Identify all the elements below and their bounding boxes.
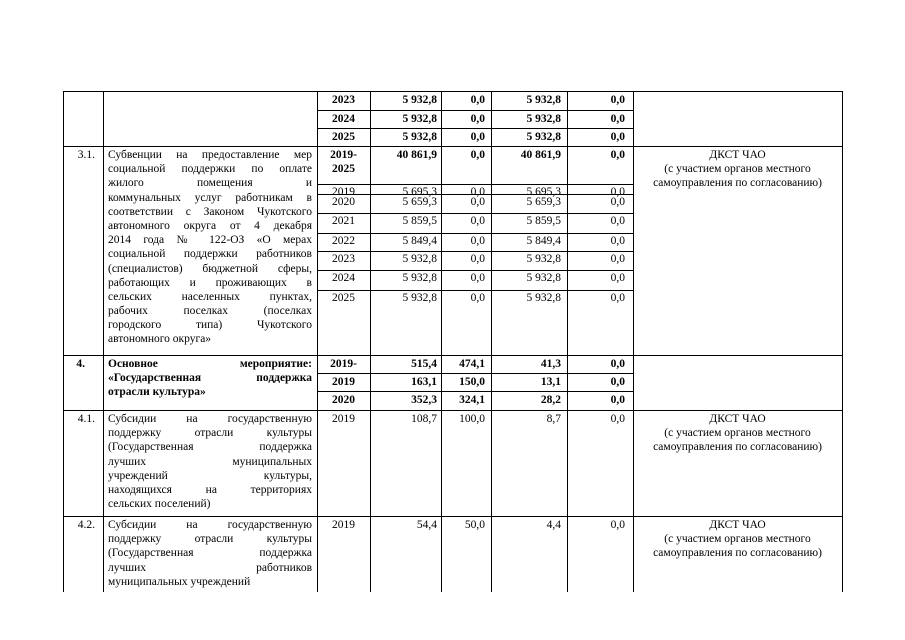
- description-line: лучших работников: [108, 561, 312, 574]
- description-line: Субсидии на государственную: [108, 413, 312, 425]
- item-3-1-row-total: 5 849,4: [402, 235, 437, 247]
- item-4-row-regional: 41,3: [540, 358, 561, 370]
- cont-row-year: 2025: [332, 131, 355, 143]
- item-4-row-other: 0,0: [610, 358, 625, 370]
- item-3-1-period: [319, 148, 368, 176]
- item-3-1-row-regional: 5 695,3: [526, 186, 561, 198]
- item-4-1-row-other: 0,0: [610, 413, 625, 425]
- item-4-1-row-federal: 100,0: [459, 413, 485, 425]
- item-4-row-total: 515,4: [411, 358, 437, 370]
- item-3-1-row-total: 5 695,3: [402, 186, 437, 198]
- description-line: социальной поддержки по оплате: [108, 163, 312, 176]
- executor-line: (с участием органов местного: [664, 533, 811, 546]
- description-line: автономного округа от 4 декабря: [108, 219, 312, 232]
- item-3-1-row-regional: 5 932,8: [526, 253, 561, 265]
- description-line: поддержку отрасли культуры: [108, 427, 312, 440]
- executor-line: самоуправления по согласованию): [653, 441, 822, 454]
- item-3-1-row-other: 0,0: [610, 253, 625, 265]
- item-3-1-row-year: 2022: [332, 235, 355, 247]
- cont-row-regional: 5 932,8: [526, 94, 561, 106]
- executor-line: самоуправления по согласованию): [653, 177, 822, 190]
- item-4-row-federal: 150,0: [459, 376, 485, 388]
- row-rule: [63, 146, 843, 147]
- description-line: находящихся на территориях: [108, 483, 312, 496]
- description-line: муниципальных учреждений: [108, 575, 251, 588]
- item-3-1-total-row-federal: 0,0: [470, 149, 485, 161]
- description-line: Субсидии на государственную: [108, 519, 312, 531]
- item-4-row-year: 2019-: [330, 358, 357, 370]
- item-3-1-row-other: 0,0: [610, 292, 625, 304]
- cont-row-federal: 0,0: [470, 94, 485, 106]
- description-line: коммунальных услуг работникам в: [108, 191, 312, 204]
- description-line: социальной поддержки работников: [108, 248, 312, 261]
- item-3-1-row-federal: 0,0: [470, 235, 485, 247]
- item-4-2-row-regional: 4,4: [546, 519, 561, 531]
- item-4-row-federal: 474,1: [459, 358, 485, 370]
- cont-row-total: 5 932,8: [402, 94, 437, 106]
- description-line: 2014 года № 122-ОЗ «О мерах: [108, 234, 312, 247]
- description-line: соответствии с Законом Чукотского: [108, 205, 312, 218]
- item-3-1-number: 3.1.: [77, 149, 95, 161]
- item-4-1-row-total: 108,7: [411, 413, 437, 425]
- item-3-1-row-year: 2024: [332, 272, 355, 284]
- item-3-1-row-other: 0,0: [610, 196, 625, 208]
- item-3-1-row-total: 5 932,8: [402, 292, 437, 304]
- row-rule: [63, 410, 843, 411]
- item-3-1-row-total: 5 659,3: [402, 196, 437, 208]
- description-line: работающих и проживающих в: [108, 276, 312, 289]
- description-line: Основное мероприятие:: [108, 358, 312, 370]
- item-3-1-total-row-regional: 40 861,9: [520, 149, 561, 161]
- item-4-2-row-year: 2019: [332, 519, 355, 531]
- executor-line: самоуправления по согласованию): [653, 547, 822, 560]
- subrow-rule: [317, 128, 634, 129]
- cont-row-regional: 5 932,8: [526, 131, 561, 143]
- item-3-1-row-other: 0,0: [610, 186, 625, 198]
- item-3-1-row-year: 2023: [332, 253, 355, 265]
- subrow-rule: [317, 373, 634, 374]
- description-line: отрасли культура»: [108, 386, 206, 399]
- item-4-number: 4.: [76, 358, 85, 370]
- item-3-1-row-federal: 0,0: [470, 272, 485, 284]
- item-4-row-total: 352,3: [411, 394, 437, 406]
- cont-row-total: 5 932,8: [402, 113, 437, 125]
- item-4-1-row-year: 2019: [332, 413, 355, 425]
- item-4-row-regional: 28,2: [540, 394, 561, 406]
- item-3-1-row-regional: 5 859,5: [526, 215, 561, 227]
- item-3-1-row-total: 5 932,8: [402, 253, 437, 265]
- executor-line: ДКСТ ЧАО: [709, 519, 766, 531]
- item-3-1-row-total: 5 932,8: [402, 272, 437, 284]
- item-3-1-total-row-other: 0,0: [610, 149, 625, 161]
- item-4-row-year: 2020: [332, 394, 355, 406]
- cont-row-other: 0,0: [610, 113, 625, 125]
- cont-row-year: 2024: [332, 113, 355, 125]
- description-line: сельских поселений): [108, 498, 211, 511]
- description-line: жилого помещения и: [108, 177, 312, 190]
- item-3-1-row-year: 2019: [332, 186, 355, 198]
- item-3-1-total-row-total: 40 861,9: [396, 149, 437, 161]
- item-4-2-row-other: 0,0: [610, 519, 625, 531]
- subrow-rule: [317, 110, 634, 111]
- item-4-1-description: [108, 412, 312, 511]
- item-3-1-description: [108, 148, 312, 347]
- description-line: рабочих поселках (поселках: [108, 305, 312, 318]
- item-3-1-row-year: 2021: [332, 215, 355, 227]
- item-3-1-row-year: 2025: [332, 292, 355, 304]
- item-3-1-row-regional: 5 849,4: [526, 235, 561, 247]
- item-4-row-federal: 324,1: [459, 394, 485, 406]
- item-3-1-row-federal: 0,0: [470, 186, 485, 198]
- item-3-1-row-regional: 5 932,8: [526, 272, 561, 284]
- cont-row-regional: 5 932,8: [526, 113, 561, 125]
- item-3-1-row-other: 0,0: [610, 215, 625, 227]
- description-line: городского типа) Чукотского: [108, 319, 312, 332]
- description-line: сельских населенных пунктах,: [108, 290, 312, 303]
- executor-line: (с участием органов местного: [664, 163, 811, 176]
- item-3-1-row-regional: 5 659,3: [526, 196, 561, 208]
- cont-row-other: 0,0: [610, 131, 625, 143]
- executor-line: ДКСТ ЧАО: [709, 149, 766, 161]
- executor-line: ДКСТ ЧАО: [709, 413, 766, 425]
- item-3-1-executor: [635, 148, 840, 191]
- description-line: Субвенции на предоставление мер: [108, 149, 312, 161]
- cont-row-total: 5 932,8: [402, 131, 437, 143]
- item-4-2-row-total: 54,4: [416, 519, 437, 531]
- row-rule: [63, 355, 843, 356]
- item-3-1-row-regional: 5 932,8: [526, 292, 561, 304]
- item-4-2-executor: [635, 518, 840, 561]
- item-4-description: [108, 357, 312, 400]
- period-line: 2019-: [330, 149, 357, 161]
- description-line: (специалистов) бюджетной сферы,: [108, 262, 312, 275]
- cont-row-federal: 0,0: [470, 113, 485, 125]
- item-3-1-row-federal: 0,0: [470, 215, 485, 227]
- item-3-1-row-total: 5 859,5: [402, 215, 437, 227]
- description-line: автономного округа»: [108, 333, 212, 346]
- table-border-top: [63, 91, 843, 92]
- item-4-2-number: 4.2.: [77, 519, 95, 531]
- item-4-row-total: 163,1: [411, 376, 437, 388]
- cont-row-other: 0,0: [610, 94, 625, 106]
- item-4-row-year: 2019: [332, 376, 355, 388]
- subrow-rule: [317, 391, 634, 392]
- item-4-1-number: 4.1.: [77, 413, 95, 425]
- item-4-1-executor: [635, 412, 840, 455]
- cont-row-federal: 0,0: [470, 131, 485, 143]
- item-4-row-other: 0,0: [610, 376, 625, 388]
- item-4-2-row-federal: 50,0: [464, 519, 485, 531]
- description-line: учреждений культуры,: [108, 469, 312, 482]
- description-line: «Государственная поддержка: [108, 372, 312, 385]
- item-4-2-description: [108, 518, 312, 589]
- item-3-1-row-federal: 0,0: [470, 196, 485, 208]
- item-4-1-row-regional: 8,7: [546, 413, 561, 425]
- item-4-row-other: 0,0: [610, 394, 625, 406]
- item-4-row-regional: 13,1: [540, 376, 561, 388]
- description-line: (Государственная поддержка: [108, 441, 312, 454]
- period-line: 2025: [332, 163, 355, 176]
- item-3-1-row-other: 0,0: [610, 272, 625, 284]
- item-3-1-row-year: 2020: [332, 196, 355, 208]
- cont-row-year: 2023: [332, 94, 355, 106]
- item-3-1-row-federal: 0,0: [470, 292, 485, 304]
- description-line: лучших муниципальных: [108, 455, 312, 468]
- executor-line: (с участием органов местного: [664, 427, 811, 440]
- description-line: поддержку отрасли культуры: [108, 533, 312, 546]
- item-3-1-row-federal: 0,0: [470, 253, 485, 265]
- row-rule: [63, 516, 843, 517]
- item-3-1-row-other: 0,0: [610, 235, 625, 247]
- description-line: (Государственная поддержка: [108, 547, 312, 560]
